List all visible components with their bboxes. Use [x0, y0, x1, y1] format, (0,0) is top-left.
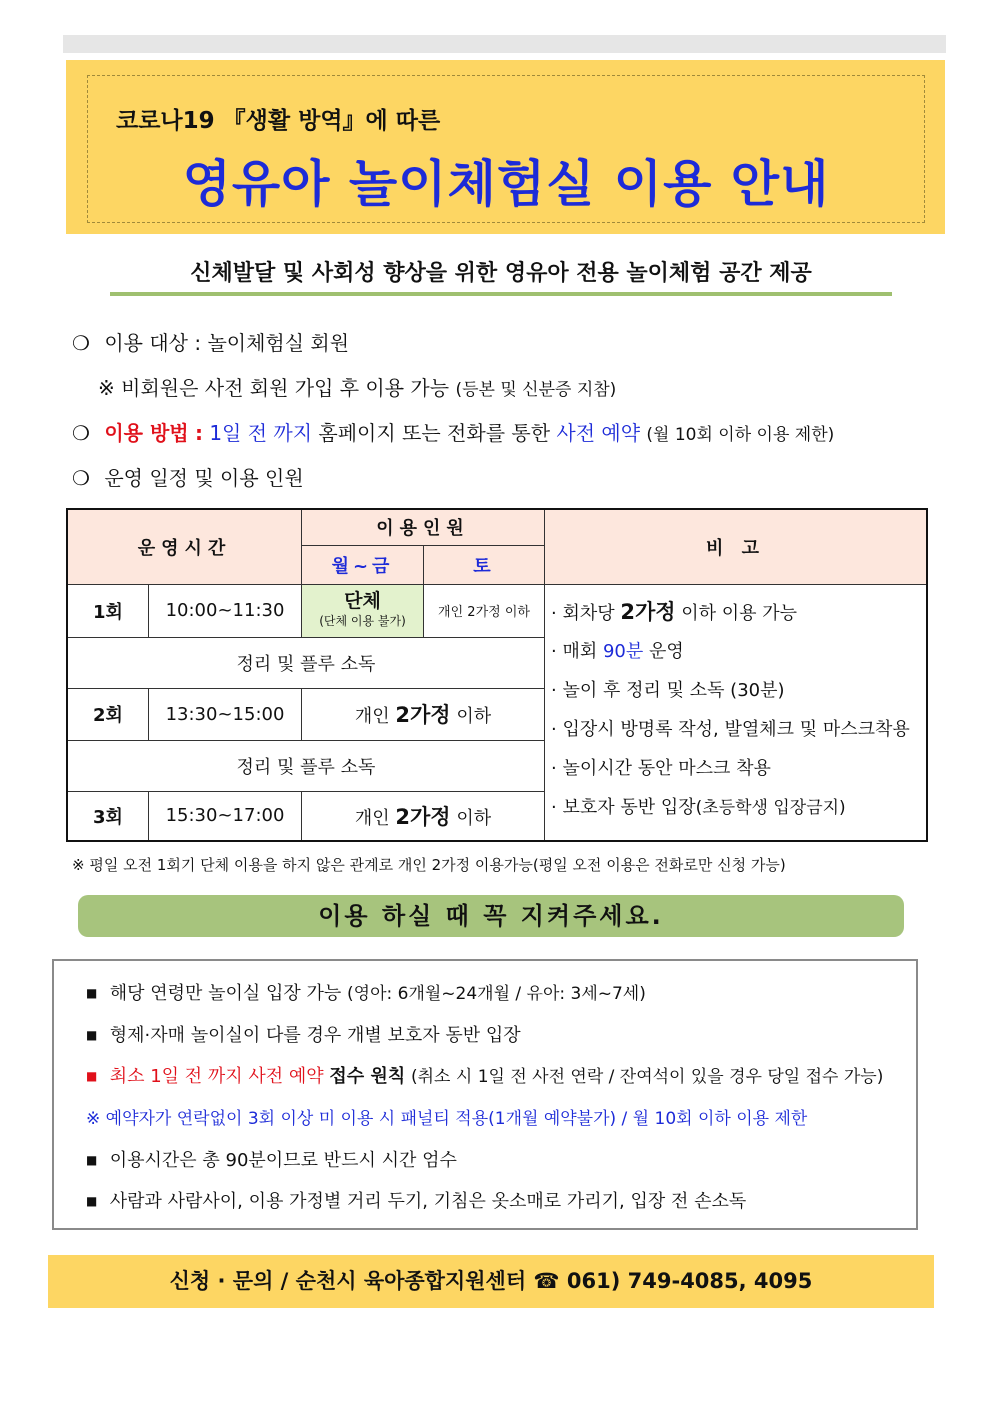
people-cell: 개인 2가정 이하: [302, 791, 545, 841]
weekday-group-cell: [302, 584, 424, 637]
header-people: 이용인원: [302, 509, 545, 545]
method-mid: 홈페이지 또는 전화를 통한: [318, 421, 551, 445]
bullet-icon: ❍: [72, 421, 90, 445]
table-row: [67, 584, 927, 637]
note-item: · 매회 90분 운영: [551, 640, 684, 662]
note-item: · 회차당 2가정 이하 이용 가능: [551, 599, 798, 624]
rule-item: ■ 해당 연령만 놀이실 입장 가능 (영아: 6개월~24개월 / 유아: 3세~7세): [86, 983, 646, 1004]
header-time: 운영시간: [67, 509, 302, 584]
group-label: 단체: [344, 589, 381, 612]
header-weekday: 월~금: [302, 545, 424, 584]
note-item: · 놀이시간 동안 마스크 착용: [551, 757, 771, 779]
round-cell: 1회: [67, 584, 149, 637]
method-reserve: 사전 예약: [556, 421, 641, 445]
note-mark: ※: [98, 376, 115, 400]
method-label: 이용 방법: [104, 421, 189, 445]
nonmember-note: (등본 및 신분증 지참): [455, 380, 617, 400]
header-subtitle: 코로나19 『생활 방역』에 따른: [116, 108, 441, 134]
group-note: (단체 이용 불가): [319, 613, 406, 628]
target-text: 이용 대상 : 놀이체험실 회원: [104, 331, 350, 355]
header-banner: [66, 60, 945, 234]
header-saturday: 토: [424, 545, 545, 584]
contact-footer: 신청 · 문의 / 순천시 육아종합지원센터 ☎ 061) 749-4085, 4095: [48, 1255, 934, 1308]
rule-item: ■ 이용시간은 총 90분이므로 반드시 시간 엄수: [86, 1150, 457, 1171]
info-nonmember: [98, 372, 616, 401]
info-target: [72, 327, 349, 356]
info-schedule: [72, 462, 304, 491]
round-cell: 3회: [67, 791, 149, 841]
time-cell: 15:30~17:00: [149, 791, 302, 841]
cleaning-row: 정리 및 플루 소독: [67, 740, 545, 791]
nonmember-text: 비회원은 사전 회원 가입 후 이용 가능: [121, 376, 450, 400]
note-item: · 놀이 후 정리 및 소독 (30분): [551, 679, 785, 701]
time-cell: 10:00~11:30: [149, 584, 302, 637]
schedule-title: 운영 일정 및 이용 인원: [104, 466, 304, 490]
square-icon: ■: [86, 1069, 98, 1083]
square-icon: ■: [86, 1028, 98, 1042]
method-note: (월 10회 이하 이용 제한): [646, 425, 835, 445]
notes-cell: [545, 584, 928, 841]
tagline-underline: [110, 292, 892, 296]
rule-item: ■ 형제·자매 놀이실이 다를 경우 개별 보호자 동반 입장: [86, 1025, 521, 1046]
rules-box: [52, 959, 918, 1230]
table-footnote: ※ 평일 오전 1회기 단체 이용을 하지 않은 관계로 개인 2가정 이용가능(평일 오전 이용은 전화로만 신청 가능): [72, 856, 786, 874]
bullet-icon: ❍: [72, 331, 90, 355]
square-icon: ■: [86, 1153, 98, 1167]
time-cell: 13:30~15:00: [149, 688, 302, 740]
square-icon: ■: [86, 986, 98, 1000]
method-deadline: 1일 전 까지: [209, 421, 313, 445]
tagline: 신체발달 및 사회성 향상을 위한 영유아 전용 놀이체험 공간 제공: [190, 261, 812, 286]
round-cell: 2회: [67, 688, 149, 740]
info-method: [72, 417, 834, 446]
rule-item: ■ 사람과 사람사이, 이용 가정별 거리 두기, 기침은 옷소매로 가리기, 입장 전 손소독: [86, 1191, 747, 1212]
schedule-table: [66, 508, 928, 842]
top-gray-bar: [63, 35, 946, 53]
rule-warning: ※ 예약자가 연락없이 3회 이상 미 이용 시 패널티 적용(1개월 예약불가) / 월 10회 이하 이용 제한: [86, 1109, 808, 1129]
rules-title: 이용 하실 때 꼭 지켜주세요.: [78, 895, 904, 937]
bullet-icon: ❍: [72, 466, 90, 490]
square-icon: ■: [86, 1194, 98, 1208]
saturday-cell: 개인 2가정 이하: [424, 584, 545, 637]
rule-item: ■ 최소 1일 전 까지 사전 예약 접수 원칙 (취소 시 1일 전 사전 연락 / 잔여석이 있을 경우 당일 접수 가능): [86, 1066, 884, 1087]
cleaning-row: 정리 및 플루 소독: [67, 637, 545, 688]
note-item: · 입장시 방명록 작성, 발열체크 및 마스크착용: [551, 718, 910, 740]
note-item: · 보호자 동반 입장(초등학생 입장금지): [551, 796, 846, 818]
method-colon: :: [194, 421, 203, 445]
people-cell: 개인 2가정 이하: [302, 688, 545, 740]
header-dashed-frame: [87, 75, 925, 223]
page-title: 영유아 놀이체험실 이용 안내: [182, 155, 830, 213]
header-note: 비 고: [545, 509, 928, 584]
